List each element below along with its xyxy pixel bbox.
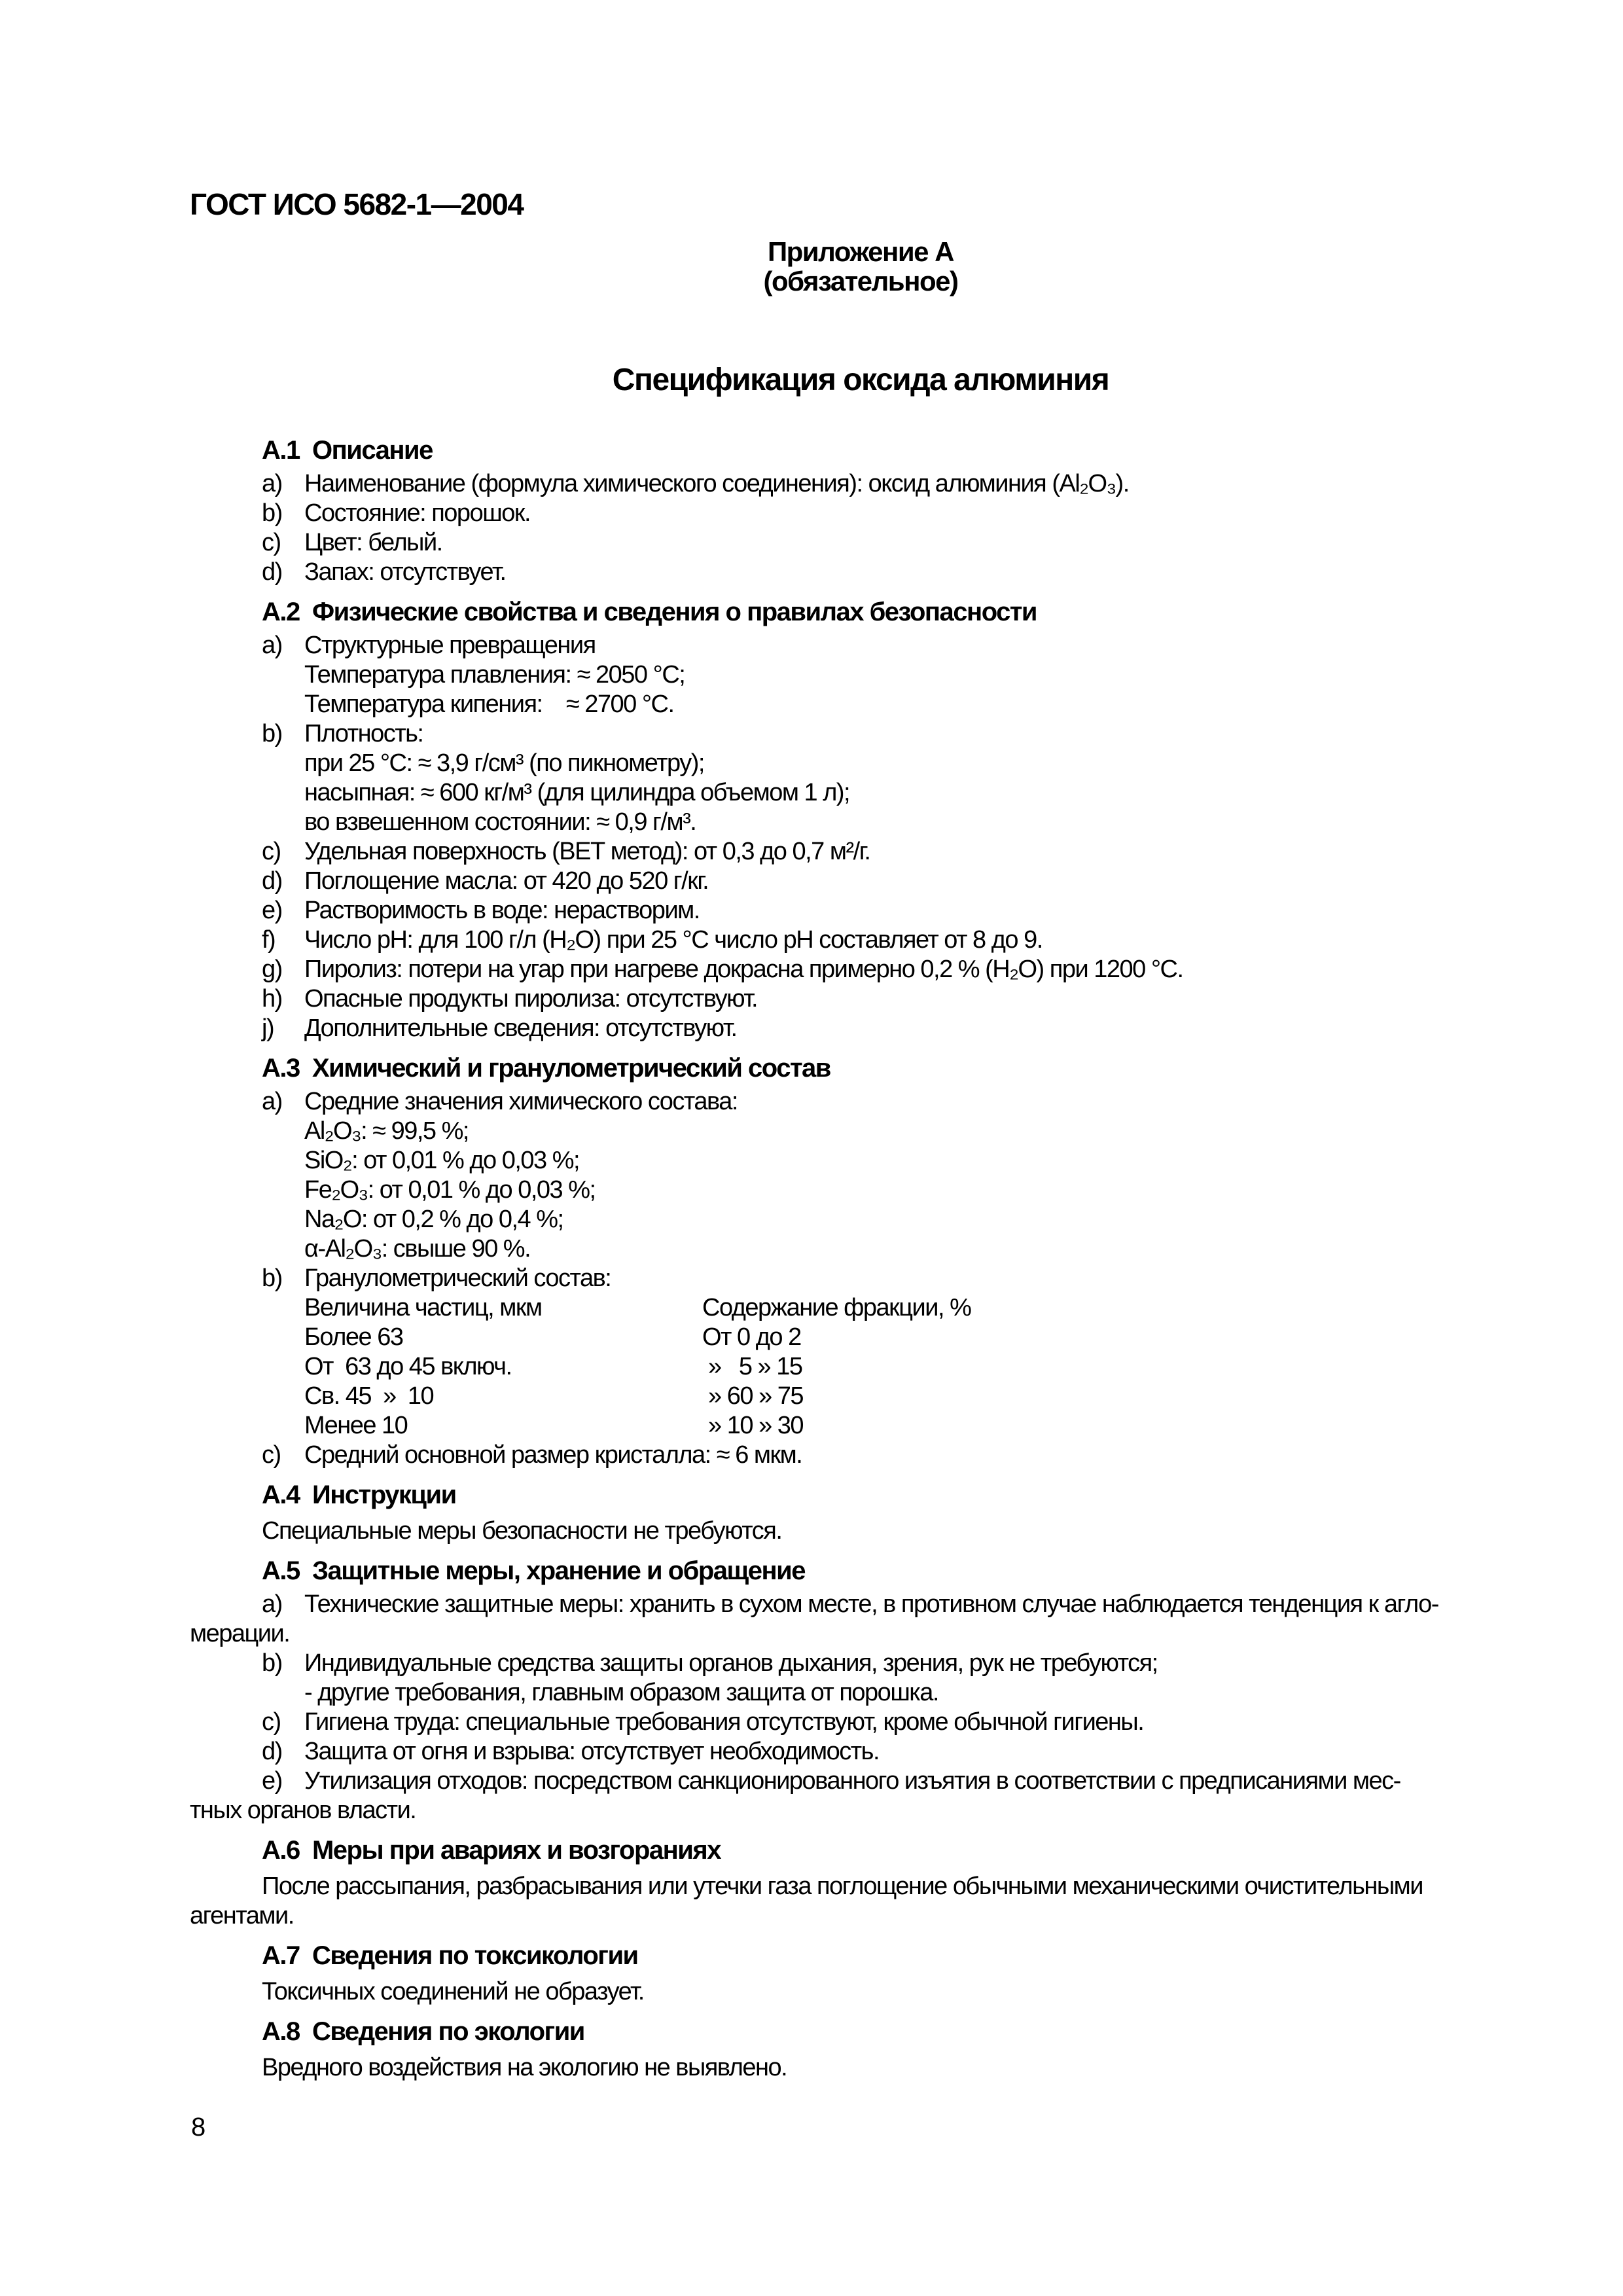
section-a8 (190, 2017, 1459, 2083)
item-text: Защита от огня и взрыва: отсутствует необходимость. (304, 1738, 880, 1765)
list-item (190, 1767, 1459, 1796)
col-fraction-content: » 10 » 30 (702, 1412, 804, 1439)
section-a2 (190, 598, 1459, 1043)
item-label: h) (262, 985, 282, 1013)
appendix-kind: (обязательное) (763, 266, 958, 296)
detail-line: насыпная: ≈ 600 кг/м³ (для цилиндра объемом 1 л); (304, 779, 850, 806)
detail-line: во взвешенном состоянии: ≈ 0,9 г/м³. (304, 808, 696, 836)
item-label: c) (262, 1708, 281, 1736)
item-label: d) (262, 1738, 282, 1765)
table-row (190, 1323, 1459, 1352)
section-heading: А.2 Физические свойства и сведения о правилах безопасности (262, 598, 1037, 626)
item-text: Индивидуальные средства защиты органов дыхания, зрения, рук не требуются; (304, 1649, 1158, 1677)
table-header-row (190, 1293, 1459, 1323)
item-text: Дополнительные сведения: отсутствуют. (304, 1014, 737, 1042)
list-item (190, 499, 1459, 528)
item-label: c) (262, 1441, 281, 1469)
paragraph: Специальные меры безопасности не требуются. (262, 1517, 782, 1545)
col-particle-size-header: Величина частиц, мкм (304, 1294, 542, 1321)
section-heading: А.1 Описание (262, 436, 433, 465)
item-label: a) (262, 470, 282, 497)
paragraph: Токсичных соединений не образует. (262, 1978, 644, 2005)
item-text: Число рН: для 100 г/л (Н₂О) при 25 °С число рН составляет от 8 до 9. (304, 926, 1043, 954)
item-label: g) (262, 956, 282, 983)
col-fraction-content: От 0 до 2 (702, 1323, 801, 1351)
list-item (190, 1590, 1459, 1619)
item-label: c) (262, 838, 281, 865)
item-text: Гигиена труда: специальные требования отсутствуют, кроме обычной гигиены. (304, 1708, 1144, 1736)
item-label: e) (262, 1767, 282, 1795)
chem-composition-line: Na₂O: от 0,2 % до 0,4 %; (304, 1206, 563, 1233)
item-text: Цвет: белый. (304, 529, 442, 556)
list-item (190, 837, 1459, 867)
list-item (190, 558, 1459, 587)
paragraph: После рассыпания, разбрасывания или утечки газа поглощение обычными механическими очистительными (262, 1873, 1423, 1900)
item-label: a) (262, 632, 282, 659)
paragraph: Вредного воздействия на экологию не выявлено. (262, 2054, 787, 2081)
appendix-title: Спецификация оксида алюминия (612, 363, 1109, 397)
item-text: Технические защитные меры: хранить в сухом месте, в противном случае наблюдается тенденция к агло- (304, 1590, 1438, 1618)
item-label: a) (262, 1088, 282, 1115)
col-particle-size: Св. 45 » 10 (304, 1382, 434, 1410)
detail-line: Температура кипения: ≈ 2700 °С. (304, 691, 674, 718)
list-item (190, 1649, 1459, 1678)
list-item (190, 1708, 1459, 1737)
continuation-line: мерации. (190, 1620, 290, 1647)
item-label: b) (262, 499, 282, 527)
doc-code: ГОСТ ИСО 5682-1—2004 (190, 187, 524, 221)
chem-composition-line: α-Al₂O₃: свыше 90 %. (304, 1235, 531, 1263)
page-number: 8 (191, 2113, 205, 2142)
item-label: d) (262, 867, 282, 895)
item-label: j) (262, 1014, 274, 1042)
item-text: Опасные продукты пиролиза: отсутствуют. (304, 985, 757, 1013)
list-item (190, 469, 1459, 499)
section-a5 (190, 1556, 1459, 1825)
col-fraction-content: » 60 » 75 (702, 1382, 804, 1410)
continuation-line: агентами. (190, 1902, 294, 1929)
item-label: b) (262, 1265, 282, 1292)
sections (190, 436, 1459, 2083)
item-label: c) (262, 529, 281, 556)
item-text: Гранулометрический состав: (304, 1265, 611, 1292)
item-text: Структурные превращения (304, 632, 596, 659)
item-text: Наименование (формула химического соединения): оксид алюминия (Al₂O₃). (304, 470, 1129, 497)
item-text: Средний основной размер кристалла: ≈ 6 мкм. (304, 1441, 802, 1469)
item-label: f) (262, 926, 276, 954)
section-heading: А.5 Защитные меры, хранение и обращение (262, 1556, 805, 1585)
table-row (190, 1352, 1459, 1382)
col-particle-size: От 63 до 45 включ. (304, 1353, 512, 1380)
item-text: Поглощение масла: от 420 до 520 г/кг. (304, 867, 709, 895)
item-label: e) (262, 897, 282, 924)
item-label: b) (262, 1649, 282, 1677)
item-text: Плотность: (304, 720, 423, 747)
granulometry-table (190, 1293, 1459, 1441)
list-item (190, 984, 1459, 1014)
section-heading: А.4 Инструкции (262, 1480, 456, 1509)
chem-composition-line: Fe₂O₃: от 0,01 % до 0,03 %; (304, 1176, 596, 1204)
list-item (190, 925, 1459, 955)
detail-line: Температура плавления: ≈ 2050 °С; (304, 661, 685, 689)
item-text: Пиролиз: потери на угар при нагреве докрасна примерно 0,2 % (Н₂О) при 1200 °С. (304, 956, 1183, 983)
col-fraction-content: » 5 » 15 (702, 1353, 802, 1380)
detail-line: при 25 °С: ≈ 3,9 г/см³ (по пикнометру); (304, 749, 704, 777)
dash-sub-item: - другие требования, главным образом защита от порошка. (304, 1679, 938, 1706)
table-row (190, 1382, 1459, 1411)
continuation-line: тных органов власти. (190, 1797, 416, 1824)
item-text: Средние значения химического состава: (304, 1088, 738, 1115)
col-particle-size: Более 63 (304, 1323, 403, 1351)
section-heading: А.6 Меры при авариях и возгораниях (262, 1836, 721, 1865)
list-item (190, 719, 1459, 749)
section-a4 (190, 1480, 1459, 1546)
col-particle-size: Менее 10 (304, 1412, 408, 1439)
page-content (190, 188, 1459, 2083)
item-text: Запах: отсутствует. (304, 558, 506, 586)
section-a7 (190, 1941, 1459, 2007)
item-text: Состояние: порошок. (304, 499, 531, 527)
list-item (190, 528, 1459, 558)
section-a6 (190, 1836, 1459, 1931)
item-text: Удельная поверхность (ВЕТ метод): от 0,3 до 0,7 м²/г. (304, 838, 870, 865)
list-item (190, 867, 1459, 896)
list-item (190, 1087, 1459, 1117)
item-label: a) (262, 1590, 282, 1618)
list-item (190, 896, 1459, 925)
chem-composition-line: Al₂O₃: ≈ 99,5 %; (304, 1117, 469, 1145)
item-label: b) (262, 720, 282, 747)
item-text: Растворимость в воде: нерастворим. (304, 897, 700, 924)
section-heading: А.8 Сведения по экологии (262, 2017, 584, 2046)
col-fraction-content-header: Содержание фракции, % (702, 1294, 971, 1321)
appendix-name: Приложение А (767, 236, 954, 267)
section-heading: А.7 Сведения по токсикологии (262, 1941, 638, 1970)
list-item (190, 1441, 1459, 1470)
table-row (190, 1411, 1459, 1441)
list-item (190, 1264, 1459, 1293)
section-a3 (190, 1054, 1459, 1470)
list-item (190, 1014, 1459, 1043)
chem-composition-line: SiO₂: от 0,01 % до 0,03 %; (304, 1147, 580, 1174)
item-text: Утилизация отходов: посредством санкционированного изъятия в соответствии с предписаниями мес- (304, 1767, 1400, 1795)
list-item (190, 955, 1459, 984)
section-heading: А.3 Химический и гранулометрический состав (262, 1054, 830, 1083)
item-label: d) (262, 558, 282, 586)
list-item (190, 631, 1459, 660)
section-a1 (190, 436, 1459, 587)
list-item (190, 1737, 1459, 1767)
